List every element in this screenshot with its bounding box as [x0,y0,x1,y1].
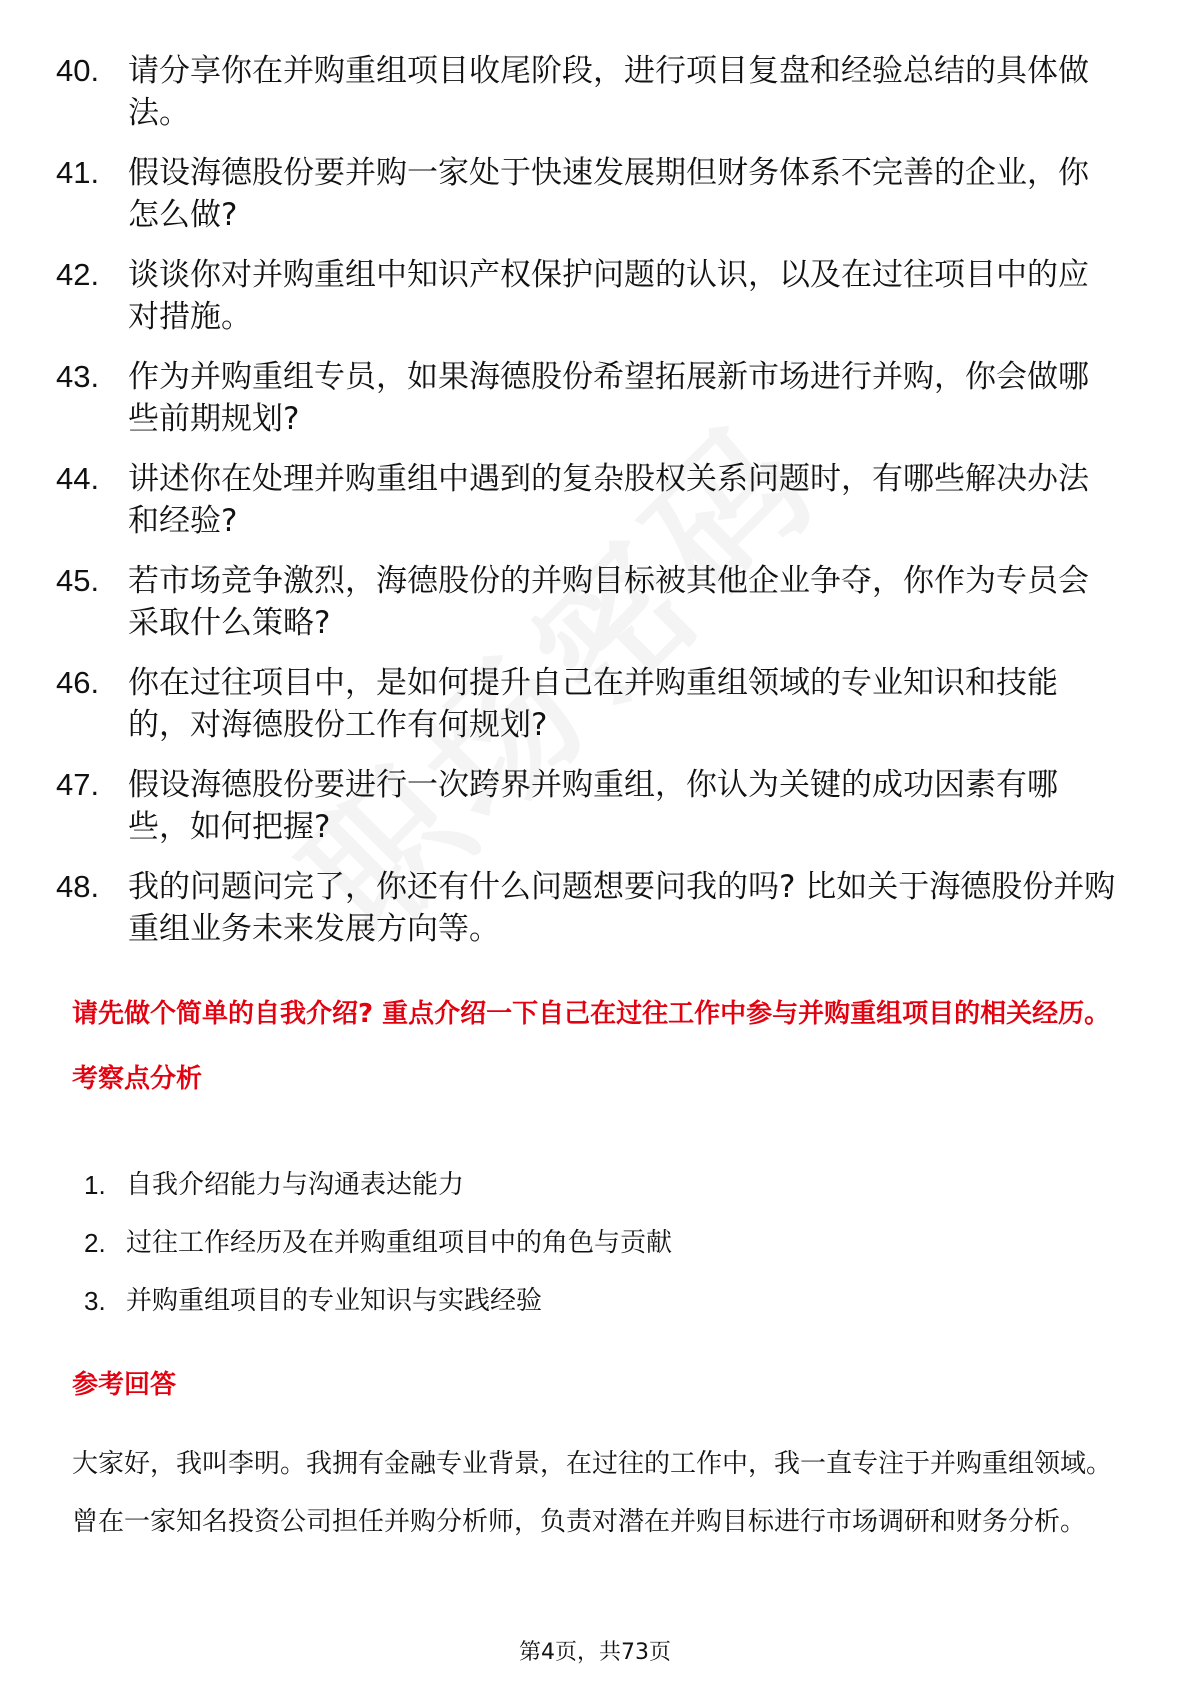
reference-answer: 大家好，我叫李明。我拥有金融专业背景，在过往的工作中，我一直专注于并购重组领域。曾在一家知名投资公司担任并购分析师，负责对潜在并购目标进行市场调研和财务分析。 [72,1449,1113,1537]
point-number: 3. [84,1286,106,1316]
question-text: 作为并购重组专员，如果海德股份希望拓展新市场进行并购，你会做哪些前期规划? [128,359,1089,437]
question-item [56,152,1116,236]
reference-title: 参考回答 [72,1370,177,1400]
question-item [56,662,1116,746]
question-number: 42. [56,257,100,292]
point-text: 自我介绍能力与沟通表达能力 [126,1170,465,1200]
question-text: 若市场竞争激烈，海德股份的并购目标被其他企业争夺，你作为专员会采取什么策略? [128,563,1089,641]
question-number: 46. [56,665,100,700]
analysis-point [84,1283,1084,1319]
question-number: 43. [56,359,100,394]
question-item [56,560,1116,644]
question-item [56,458,1116,542]
point-text: 过往工作经历及在并购重组项目中的角色与贡献 [126,1228,673,1258]
question-number: 40. [56,53,100,88]
question-text: 假设海德股份要进行一次跨界并购重组，你认为关键的成功因素有哪些，如何把握? [128,767,1058,845]
point-number: 2. [84,1228,106,1258]
point-text: 并购重组项目的专业知识与实践经验 [126,1286,543,1316]
question-text: 谈谈你对并购重组中知识产权保护问题的认识，以及在过往项目中的应对措施。 [128,257,1089,335]
question-number: 41. [56,155,100,190]
question-text: 讲述你在处理并购重组中遇到的复杂股权关系问题时，有哪些解决办法和经验? [128,461,1089,539]
question-number: 44. [56,461,100,496]
question-number: 47. [56,767,100,802]
question-text: 请分享你在并购重组项目收尾阶段，进行项目复盘和经验总结的具体做法。 [128,53,1089,131]
question-item [56,254,1116,338]
analysis-title: 考察点分析 [72,1064,203,1094]
question-text: 我的问题问完了，你还有什么问题想要问我的吗? 比如关于海德股份并购重组业务未来发展方向等。 [128,869,1116,947]
question-item [56,764,1116,848]
question-number: 45. [56,563,100,598]
question-number: 48. [56,869,100,904]
analysis-point [84,1167,1084,1203]
question-text: 你在过往项目中，是如何提升自己在并购重组领域的专业知识和技能的，对海德股份工作有何规划? [128,665,1058,743]
question-item [56,866,1116,950]
analysis-point [84,1225,1084,1261]
featured-question: 请先做个简单的自我介绍? 重点介绍一下自己在过往工作中参与并购重组项目的相关经历。 [72,999,1111,1029]
question-list [56,50,1116,968]
question-item [56,50,1116,134]
analysis-points [84,1167,1084,1341]
point-number: 1. [84,1170,106,1200]
question-text: 假设海德股份要并购一家处于快速发展期但财务体系不完善的企业，你怎么做? [128,155,1089,233]
page-footer: 第4页，共73页 [519,1640,671,1665]
question-item [56,356,1116,440]
